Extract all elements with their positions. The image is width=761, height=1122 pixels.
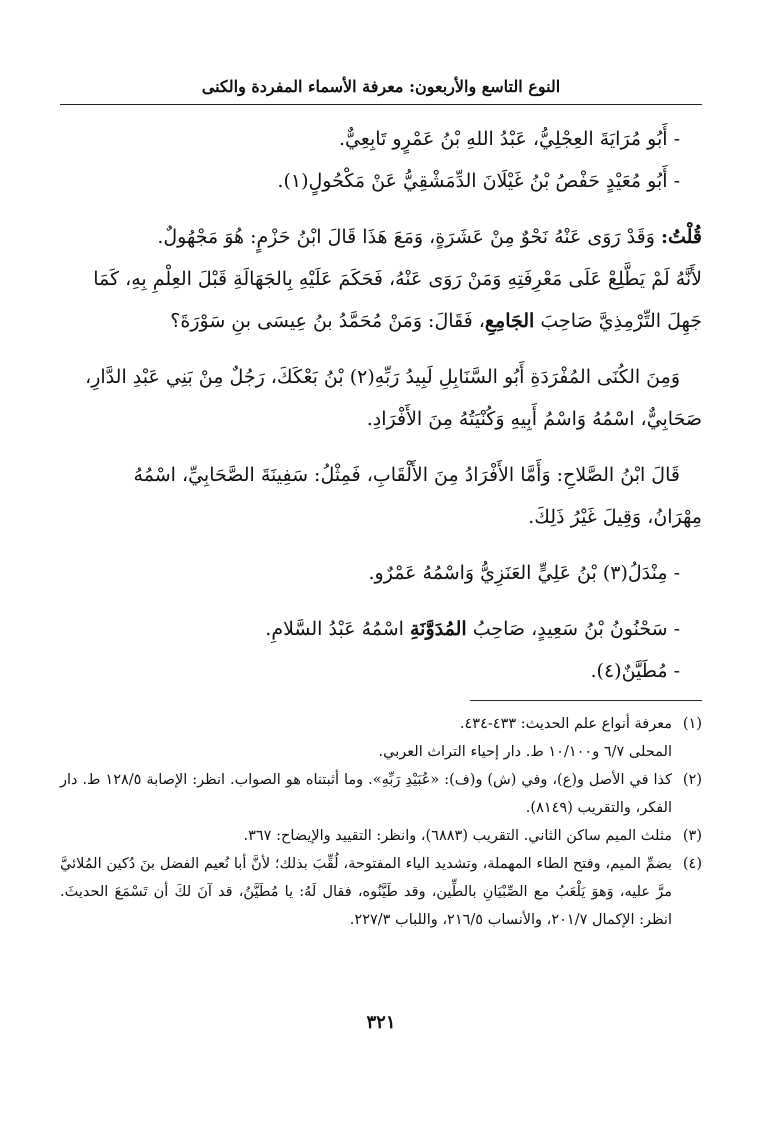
qultu-paragraph-line-3 — [60, 300, 702, 342]
footnote-3 — [60, 822, 702, 850]
jami-title: الجَامِعِ — [484, 310, 535, 332]
list-item-text: - سَحْنُونُ بْنُ سَعِيدٍ، صَاحِبُ — [472, 618, 680, 640]
salah-paragraph-line-1: قَالَ ابْنُ الصَّلاحِ: وَأَمَّا الأَفْرَادُ مِنَ الأَلْقَابِ، فَمِثْلُ: سَفِينَةَ الصَّحَابِيِّ، اسْمُهُ — [133, 464, 680, 486]
salah-paragraph-line-2: مِهْرَانُ، وَقِيلَ غَيْرُ ذَلِكَ. — [528, 506, 702, 528]
list-item-text: اسْمُهُ عَبْدُ السَّلامِ. — [265, 618, 404, 640]
footnote-text: بضمِّ الميم، وفتح الطاء المهملة، وتشديد الياء المفتوحة، لُقِّبَ بذلك؛ لأنَّ أبا نُعيم الفضل بنَ دُكين المُلائيَّ مرَّ عليه، وَهوَ يَلْعَبُ مع الصِّبْيَانِ بالطِّين، وقد طَيَّنُوه، فقال لَهُ: يا مُطَيَّنُ، قد آنَ لكَ أن تَسْمَعَ الحديثَ. انظر: الإكمال ٢٠١/٧، والأنساب ٢١٦/٥، واللباب ٢٢٧/٣. — [60, 856, 672, 928]
footnote-separator — [470, 700, 702, 701]
qultu-paragraph-line-2: لأَنَّهُ لَمْ يَطَّلِعْ عَلَى مَعْرِفَتِهِ وَمَنْ رَوَى عَنْهُ، فَحَكَمَ عَلَيْهِ بِالجَهَالَةِ قَبْلَ العِلْمِ بِهِ، كَمَا — [93, 268, 702, 290]
footnote-number: (٤) — [682, 856, 702, 872]
main-text — [60, 118, 702, 692]
qultu-text-1: وَقَدْ رَوَى عَنْهُ نَحْوٌ مِنْ عَشَرَةٍ، وَمَعَ هَذَا قَالَ ابْنُ حَزْمٍ: هُوَ مَجْهُولٌ. — [157, 226, 655, 248]
kuna-paragraph-line-1: وَمِنَ الكُنَى المُفْرَدَةِ أَبُو السَّنَابِلِ لَبِيدُ رَبِّهِ(٢) بْنُ بَعْكَكَ، رَجُلٌ مِنْ بَنِي عَبْدِ الدَّارِ، — [85, 366, 680, 388]
footnote-number: (٢) — [682, 772, 702, 788]
running-header: النوع التاسع والأربعون: معرفة الأسماء المفردة والكنى — [60, 74, 702, 105]
kuna-paragraph-line-2: صَحَابِيٌّ، اسْمُهُ وَاسْمُ أَبِيهِ وَكُنْيَتُهُ مِنَ الأَفْرَادِ. — [366, 408, 702, 430]
qultu-label: قُلْتُ: — [660, 226, 702, 248]
page-number: ٣٢١ — [366, 1012, 396, 1033]
list-item — [60, 608, 702, 650]
book-page — [60, 0, 702, 1122]
qultu-paragraph-line-1 — [60, 216, 702, 258]
footnote-4 — [60, 850, 702, 934]
footnote-text: مثلث الميم ساكن الثاني. التقريب (٦٨٨٣)، وانظر: التقييد والإيضاح: ٣٦٧. — [243, 828, 672, 844]
list-item: - أَبُو مُرَايَةَ العِجْلِيُّ، عَبْدُ اللهِ بْنُ عَمْرٍو تَابِعِيٌّ. — [338, 128, 680, 150]
footnote-text: كذا في الأصل و(ع)، وفي (ش) و(ف): «عُبَيْدِ رَبِّهِ». وما أثبتناه هو الصواب. انظر: الإصابة ١٢٨/٥ ط. دار الفكر، والتقريب (٨١٤٩). — [60, 772, 672, 816]
footnote-text: معرفة أنواع علم الحديث: ٤٣٣-٤٣٤. — [459, 716, 672, 732]
footnote-number: (١) — [682, 716, 702, 732]
qultu-text-3b: ، فَقَالَ: وَمَنْ مُحَمَّدُ بنُ عِيسَى بنِ سَوْرَةَ؟ — [170, 310, 485, 332]
mudawwana-title: المُدَوَّنَةِ — [410, 618, 467, 640]
footnotes — [60, 710, 702, 934]
footnote-1 — [60, 710, 702, 738]
footnote-2 — [60, 766, 702, 822]
list-item: - مِنْدَلُ(٣) بْنُ عَلِيٍّ العَنَزِيُّ وَاسْمُهُ عَمْرٌو. — [368, 562, 680, 584]
list-item: - مُطَيَّنٌ(٤). — [590, 660, 680, 682]
footnote-number: (٣) — [682, 828, 702, 844]
footnote-1-continuation: المحلى ٦/٧ و١٠/١٠٠ ط. دار إحياء التراث العربي. — [378, 744, 672, 760]
qultu-text-3a: جَهِلَ التِّرْمِذِيَّ صَاحِبَ — [540, 310, 702, 332]
list-item: - أَبُو مُعَيْدٍ حَفْصُ بْنُ غَيْلَانَ الدِّمَشْقِيُّ عَنْ مَكْحُولٍ(١). — [277, 170, 680, 192]
